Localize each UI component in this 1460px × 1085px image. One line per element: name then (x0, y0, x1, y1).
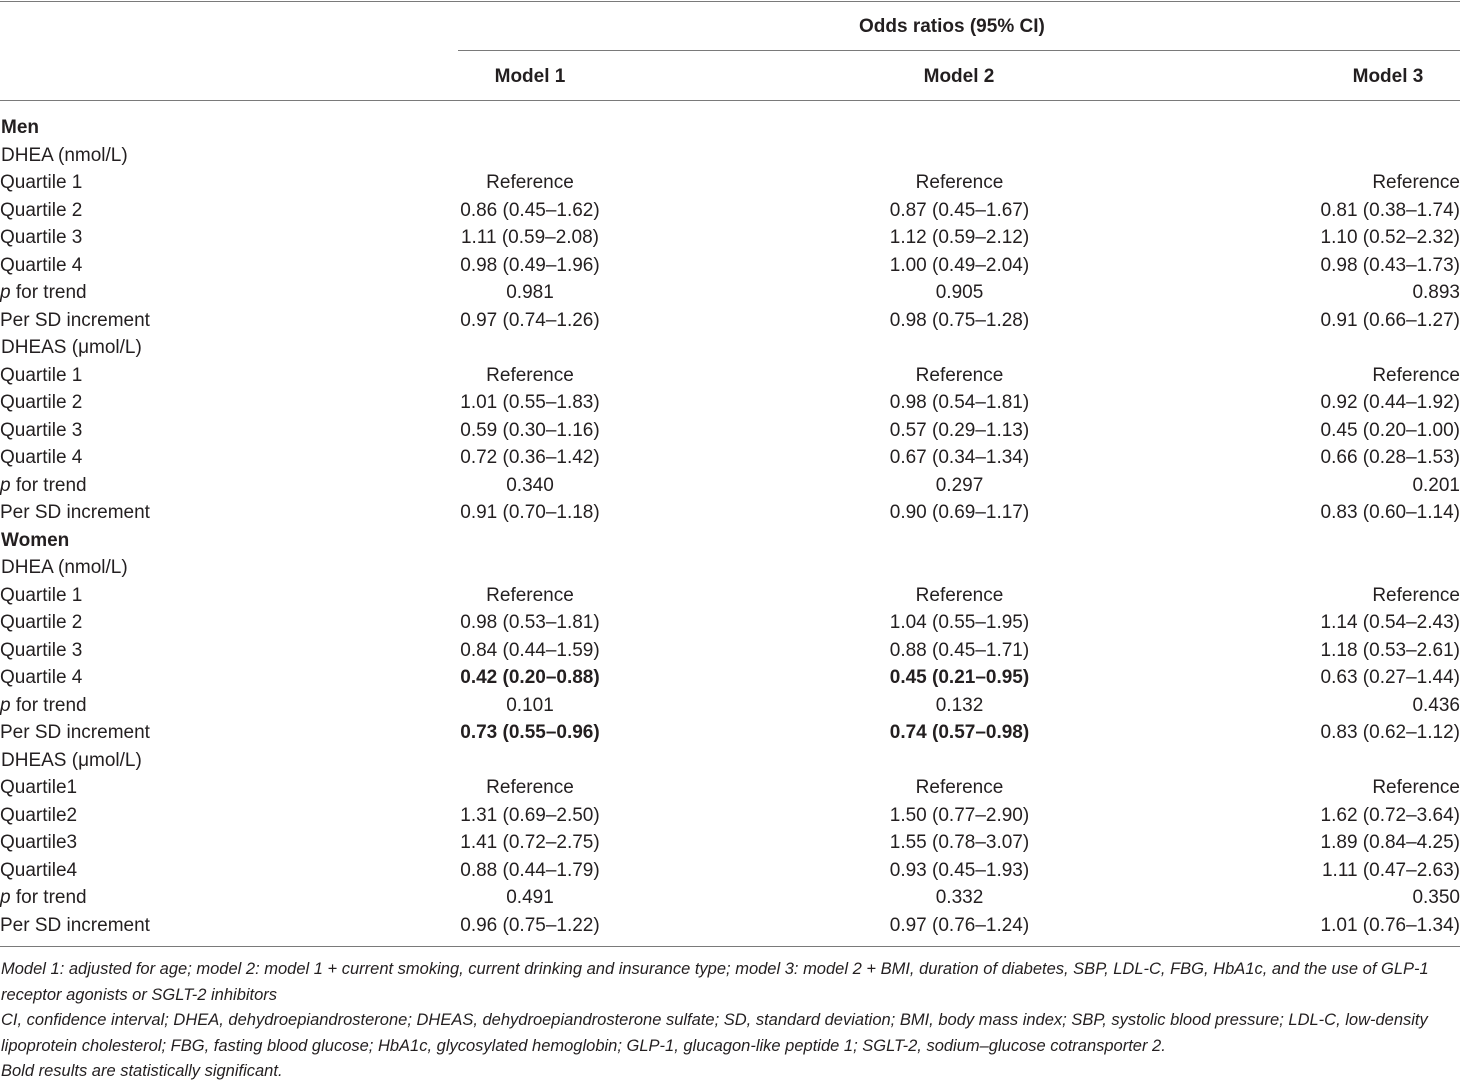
footnote-abbreviations: CI, confidence interval; DHEA, dehydroepiandrosterone; DHEAS, dehydroepiandrosterone sulfate; SD, standard deviation; BMI, body mass index; SBP, systolic blood pressure; LDL-C, low-density lipoprotein cholesterol; FBG, fasting blood glucose; HbA1c, glycosylated hemoglobin; GLP-1, glucagon-like peptide 1; SGLT-2, sodium–glucose cotransporter 2. (1, 1011, 1428, 1055)
model-3-value: 1.14 (0.54–2.43) (1320, 612, 1460, 633)
model-2-value: 1.00 (0.49–2.04) (889, 254, 1030, 276)
table-row (0, 802, 1460, 830)
row-label: Per SD increment (0, 914, 150, 936)
model-3-value: 0.350 (1412, 887, 1460, 908)
model-1-value: Reference (486, 172, 574, 193)
table-row (0, 252, 1460, 280)
row-label: Quartile 4 (0, 254, 83, 276)
model-1-value: 0.42 (0.20–0.88) (460, 667, 600, 688)
model-1-value: 0.101 (506, 694, 554, 716)
table-row (0, 912, 1460, 940)
row-label: Per SD increment (0, 502, 150, 523)
odds-ratio-table (0, 114, 1460, 939)
table-row (0, 692, 1460, 720)
model-3-value: 1.62 (0.72–3.64) (1320, 804, 1460, 826)
model-2-value: 1.50 (0.77–2.90) (889, 804, 1030, 826)
model-2-value: 0.88 (0.45–1.71) (889, 639, 1030, 661)
header-span-title: Odds ratios (95% CI) (859, 16, 1045, 37)
row-label: Quartile 2 (0, 392, 83, 413)
model-3-value: 1.10 (0.52–2.32) (1320, 227, 1460, 248)
category-row (0, 747, 1460, 775)
model-2-value: 0.297 (935, 474, 984, 496)
model-1-value: 1.41 (0.72–2.75) (460, 832, 600, 853)
model-3-value: 0.83 (0.62–1.12) (1320, 722, 1460, 743)
model-1-value: 0.98 (0.49–1.96) (460, 254, 600, 276)
category-label: DHEAS (μmol/L) (1, 749, 142, 771)
table-row (0, 472, 1460, 500)
model-1-value: 0.340 (506, 474, 554, 496)
model-3-value: 0.91 (0.66–1.27) (1320, 309, 1460, 331)
row-label: Quartile 4 (0, 667, 83, 688)
model-1-value: Reference (486, 364, 574, 386)
model-1-value: Reference (486, 777, 574, 798)
model-1-value: 0.96 (0.75–1.22) (460, 914, 600, 936)
category-label: DHEA (nmol/L) (1, 144, 128, 166)
row-label: Quartile1 (0, 777, 78, 798)
model-3-value: Reference (1372, 777, 1460, 798)
model-1-value: 0.91 (0.70–1.18) (460, 502, 600, 523)
table-row (0, 307, 1460, 335)
model-3-value: 0.66 (0.28–1.53) (1320, 447, 1460, 468)
row-label: Per SD increment (0, 722, 150, 743)
model-2-value: 1.12 (0.59–2.12) (889, 227, 1030, 248)
row-label: Quartile 2 (0, 612, 83, 633)
header-model-1: Model 1 (494, 66, 566, 87)
row-label-italic: p (0, 474, 11, 496)
row-label: Quartile 3 (0, 419, 83, 441)
row-label: Quartile3 (0, 832, 78, 853)
row-label-italic: p (0, 887, 11, 908)
row-label: Quartile 1 (0, 364, 83, 386)
table-row (0, 197, 1460, 225)
table-row (0, 719, 1460, 747)
model-2-value: 0.98 (0.75–1.28) (889, 309, 1030, 331)
table-row (0, 774, 1460, 802)
row-label-text: for trend (10, 694, 87, 716)
model-3-value: 0.92 (0.44–1.92) (1320, 392, 1460, 413)
row-label: Quartile 4 (0, 447, 83, 468)
row-label: Quartile 1 (0, 584, 83, 606)
table-row (0, 637, 1460, 665)
model-3-value: Reference (1372, 584, 1460, 606)
model-3-value: 0.201 (1412, 474, 1460, 496)
model-3-value: 0.45 (0.20–1.00) (1320, 419, 1460, 441)
category-row (0, 334, 1460, 362)
model-3-value: 0.436 (1412, 694, 1460, 716)
row-label: Quartile2 (0, 804, 78, 826)
top-rule (0, 1, 1460, 2)
category-label: DHEA (nmol/L) (1, 557, 128, 578)
model-3-value: 1.18 (0.53–2.61) (1320, 639, 1460, 661)
row-label (0, 279, 390, 307)
table-row (0, 224, 1460, 252)
model-3-value: Reference (1372, 364, 1460, 386)
model-3-value: Reference (1372, 172, 1460, 193)
model-2-value: Reference (915, 584, 1004, 606)
model-2-value: 1.04 (0.55–1.95) (889, 612, 1030, 633)
row-label (0, 884, 390, 912)
model-3-value: 1.11 (0.47–2.63) (1321, 859, 1460, 881)
table-footnotes (1, 957, 1457, 1085)
table-row (0, 582, 1460, 610)
model-1-value: 0.72 (0.36–1.42) (460, 447, 600, 468)
category-row (0, 142, 1460, 170)
table-row (0, 279, 1460, 307)
footnote-bold-note: Bold results are statistically significant. (1, 1062, 283, 1080)
model-1-value: 0.59 (0.30–1.16) (460, 419, 600, 441)
model-2-value: 0.67 (0.34–1.34) (889, 447, 1030, 468)
model-3-value: 0.98 (0.43–1.73) (1320, 254, 1460, 276)
model-2-value: 0.905 (935, 282, 984, 303)
table-row (0, 884, 1460, 912)
model-2-value: 0.98 (0.54–1.81) (889, 392, 1030, 413)
row-label: Quartile 3 (0, 227, 83, 248)
model-2-value: Reference (915, 364, 1004, 386)
model-1-value: 0.73 (0.55–0.96) (460, 722, 600, 743)
table-row (0, 499, 1460, 527)
model-1-value: 0.981 (506, 282, 554, 303)
model-2-value: 0.45 (0.21–0.95) (889, 667, 1030, 688)
footnote-models: Model 1: adjusted for age; model 2: model 1 + current smoking, current drinking and insurance type; model 3: model 2 + BMI, duration of diabetes, SBP, LDL-C, FBG, HbA1c, and the use of GLP-1 receptor agonists or SGLT-2 inhibitors (1, 960, 1429, 1004)
row-label (0, 472, 390, 500)
row-label: Quartile 1 (0, 172, 83, 193)
model-3-value: 1.01 (0.76–1.34) (1320, 914, 1460, 936)
model-2-value: 0.74 (0.57–0.98) (889, 722, 1030, 743)
table-row (0, 169, 1460, 197)
span-rule (458, 50, 1460, 51)
category-row (0, 554, 1460, 582)
section-row (0, 527, 1460, 555)
row-label: Per SD increment (0, 309, 150, 331)
model-3-value: 0.83 (0.60–1.14) (1320, 502, 1460, 523)
model-1-value: 0.86 (0.45–1.62) (460, 199, 600, 221)
model-3-value: 0.63 (0.27–1.44) (1320, 667, 1460, 688)
section-label: Men (1, 117, 39, 138)
model-2-value: 1.55 (0.78–3.07) (889, 832, 1030, 853)
model-2-value: 0.90 (0.69–1.17) (889, 502, 1030, 523)
model-1-value: 0.97 (0.74–1.26) (460, 309, 600, 331)
model-3-value: 0.893 (1412, 282, 1460, 303)
row-label: Quartile 3 (0, 639, 83, 661)
row-label: Quartile4 (0, 859, 78, 881)
table-row (0, 389, 1460, 417)
section-row (0, 114, 1460, 142)
model-1-value: 0.491 (506, 887, 554, 908)
table-row (0, 609, 1460, 637)
model-1-value: 0.88 (0.44–1.79) (460, 859, 600, 881)
model-3-value: 1.89 (0.84–4.25) (1320, 832, 1460, 853)
row-label-text: for trend (10, 282, 87, 303)
table-row (0, 417, 1460, 445)
row-label-text: for trend (10, 887, 87, 908)
row-label-italic: p (0, 694, 11, 716)
row-label-italic: p (0, 282, 11, 303)
header-rule (0, 100, 1460, 101)
model-2-value: 0.87 (0.45–1.67) (889, 199, 1030, 221)
section-label: Women (1, 529, 70, 551)
model-1-value: 1.31 (0.69–2.50) (460, 804, 600, 826)
row-label-text: for trend (10, 474, 87, 496)
table-row (0, 664, 1460, 692)
row-label: Quartile 2 (0, 199, 83, 221)
model-1-value: 1.11 (0.59–2.08) (460, 227, 600, 248)
model-2-value: Reference (915, 777, 1004, 798)
table-row (0, 362, 1460, 390)
model-3-value: 0.81 (0.38–1.74) (1320, 199, 1460, 221)
model-1-value: Reference (486, 584, 574, 606)
model-1-value: 0.84 (0.44–1.59) (460, 639, 600, 661)
table-row (0, 857, 1460, 885)
model-1-value: 0.98 (0.53–1.81) (460, 612, 600, 633)
header-model-3: Model 3 (1352, 66, 1424, 87)
model-2-value: 0.93 (0.45–1.93) (889, 859, 1030, 881)
model-2-value: Reference (915, 172, 1004, 193)
category-label: DHEAS (μmol/L) (1, 337, 142, 358)
bottom-rule (0, 946, 1460, 947)
table-row (0, 444, 1460, 472)
model-2-value: 0.97 (0.76–1.24) (889, 914, 1030, 936)
header-model-2: Model 2 (923, 66, 995, 87)
model-2-value: 0.332 (935, 887, 984, 908)
model-1-value: 1.01 (0.55–1.83) (460, 392, 600, 413)
model-2-value: 0.57 (0.29–1.13) (889, 419, 1030, 441)
row-label (0, 692, 390, 720)
model-2-value: 0.132 (935, 694, 984, 716)
table-row (0, 829, 1460, 857)
